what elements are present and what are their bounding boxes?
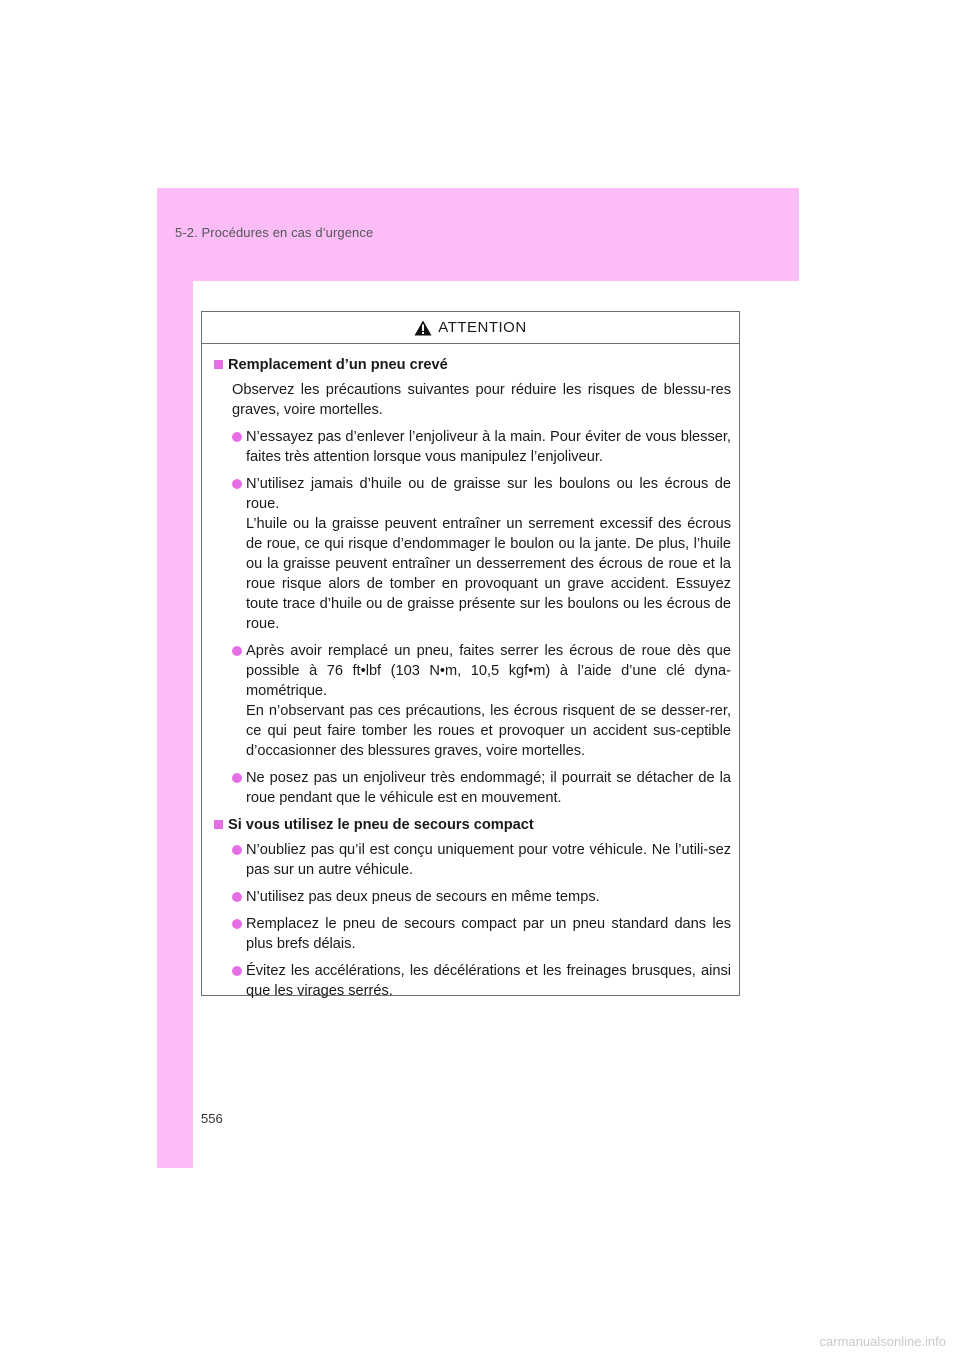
bullet-text xyxy=(246,914,731,954)
warning-box xyxy=(201,311,740,999)
bullet-dot-icon xyxy=(232,646,242,656)
bullet-paragraph: N’oubliez pas qu’il est conçu uniquement pour votre véhicule. Ne l’utili-sez pas sur un autre véhicule. xyxy=(246,842,731,878)
section-title: 5-2. Procédures en cas d’urgence xyxy=(175,225,374,240)
warning-body xyxy=(202,344,739,1001)
bullet-paragraph: Remplacez le pneu de secours compact par un pneu standard dans les plus brefs délais. xyxy=(246,916,731,952)
bullet-text xyxy=(246,768,731,808)
bullet-text xyxy=(246,961,731,1001)
bullet-item xyxy=(232,840,731,880)
square-bullet-icon xyxy=(214,360,223,369)
warning-title: ATTENTION xyxy=(438,319,527,336)
bullet-item xyxy=(232,887,731,907)
warning-triangle-icon xyxy=(414,320,432,336)
bullet-paragraph: En n’observant pas ces précautions, les écrous risquent de se desser-rer, ce qui peut faire tomber les roues et provoquer un accident sus-ceptible d’occasionner des blessures graves, voire mortelles. xyxy=(246,703,731,759)
page-number: 556 xyxy=(201,1111,223,1126)
bullet-dot-icon xyxy=(232,773,242,783)
bullet-item xyxy=(232,961,731,1001)
bullet-text xyxy=(246,474,731,634)
bullet-dot-icon xyxy=(232,432,242,442)
bullet-paragraph: N’utilisez jamais d’huile ou de graisse sur les boulons ou les écrous de roue. xyxy=(246,476,731,512)
bullet-paragraph: Ne posez pas un enjoliveur très endommagé; il pourrait se détacher de la roue pendant que le véhicule est en mouvement. xyxy=(246,770,731,806)
bullet-paragraph: N’utilisez pas deux pneus de secours en même temps. xyxy=(246,889,600,905)
bullet-item xyxy=(232,641,731,761)
section-heading-text: Remplacement d’un pneu crevé xyxy=(228,357,448,373)
bullet-text xyxy=(246,840,731,880)
bullet-text xyxy=(246,427,731,467)
bullet-paragraph: L’huile ou la graisse peuvent entraîner un serrement excessif des écrous de roue, ce qui risque d’endommager le boulon ou la jante. De plus, l’huile ou la graisse peuvent entraîner un desserrement des écrous de roue et la roue risque alors de tomber en provoquant un grave accident. Essuyez toute trace d’huile ou de graisse présente sur les boulons ou les écrous de roue. xyxy=(246,516,731,632)
bullet-dot-icon xyxy=(232,845,242,855)
bullet-dot-icon xyxy=(232,966,242,976)
bullet-paragraph: N’essayez pas d’enlever l’enjoliveur à la main. Pour éviter de vous blesser, faites très attention lorsque vous manipulez l’enjoliveur. xyxy=(246,429,731,465)
section-heading xyxy=(214,815,731,835)
square-bullet-icon xyxy=(214,820,223,829)
bullet-dot-icon xyxy=(232,892,242,902)
bullet-paragraph: Évitez les accélérations, les décélérations et les freinages brusques, ainsi que les virages serrés. xyxy=(246,963,731,999)
watermark: carmanualsonline.info xyxy=(819,1334,946,1349)
bullet-item xyxy=(232,768,731,808)
bullet-item xyxy=(232,474,731,634)
section-intro: Observez les précautions suivantes pour réduire les risques de blessu-res graves, voire mortelles. xyxy=(232,382,731,418)
section-heading xyxy=(214,355,731,375)
bullet-item xyxy=(232,427,731,467)
bullet-paragraph: Après avoir remplacé un pneu, faites serrer les écrous de roue dès que possible à 76 ft•lbf (103 N•m, 10,5 kgf•m) à l’aide d’une clé dyna-mométrique. xyxy=(246,643,731,699)
side-tab-band xyxy=(157,281,193,1168)
bullet-text xyxy=(246,887,731,907)
bullet-text xyxy=(246,641,731,761)
bullet-dot-icon xyxy=(232,919,242,929)
warning-header xyxy=(202,312,739,344)
bullet-dot-icon xyxy=(232,479,242,489)
bullet-item xyxy=(232,914,731,954)
section-heading-text: Si vous utilisez le pneu de secours compact xyxy=(228,817,534,833)
